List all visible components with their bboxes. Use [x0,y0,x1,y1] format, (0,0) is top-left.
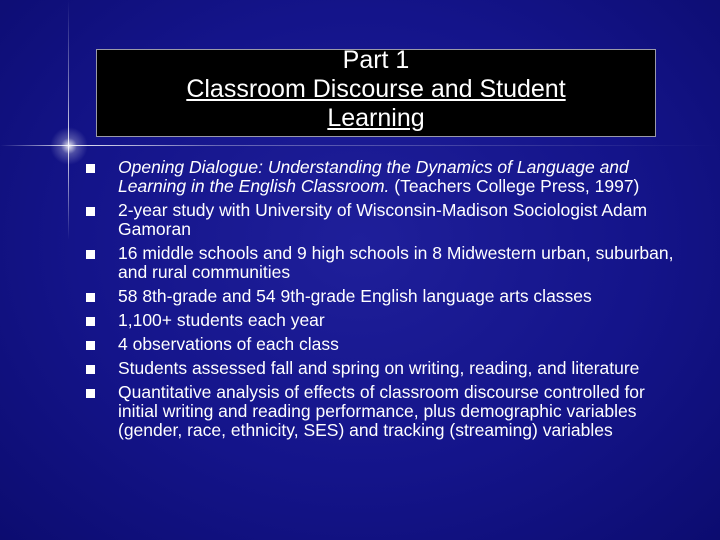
list-item [86,287,686,306]
decorative-horizontal-line [0,145,720,146]
list-item [86,244,686,282]
list-item [86,158,686,196]
square-bullet-icon [86,207,95,216]
title-line-2: Classroom Discourse and Student [186,75,566,103]
slide-title [96,46,656,133]
book-title: Opening Dialogue: Understanding the Dynamics of Language and Learning in the English Classroom. [118,157,629,196]
square-bullet-icon [86,250,95,259]
list-item [86,383,686,440]
list-item [86,201,686,239]
list-item-text: 4 observations of each class [118,334,339,354]
square-bullet-icon [86,389,95,398]
book-publisher: (Teachers College Press, 1997) [389,176,640,196]
square-bullet-icon [86,365,95,374]
list-item [86,311,686,330]
bullet-list [86,158,686,445]
square-bullet-icon [86,317,95,326]
list-item-text: 1,100+ students each year [118,310,325,330]
list-item [86,359,686,378]
title-line-3: Learning [327,104,425,132]
decorative-sparkle [50,127,88,165]
square-bullet-icon [86,341,95,350]
list-item [86,335,686,354]
list-item-text: 16 middle schools and 9 high schools in 8 Midwestern urban, suburban, and rural communities [118,243,674,282]
list-item-text: 2-year study with University of Wisconsin-Madison Sociologist Adam Gamoran [118,200,648,239]
decorative-vertical-line [68,0,69,240]
square-bullet-icon [86,164,95,173]
title-line-1: Part 1 [342,46,410,74]
list-item-text: Students assessed fall and spring on writing, reading, and literature [118,358,640,378]
list-item-text: Quantitative analysis of effects of classroom discourse controlled for initial writing and reading performance, plus demographic variables (gender, race, ethnicity, SES) and tracking (streaming) variables [118,382,645,440]
square-bullet-icon [86,293,95,302]
list-item-text: 58 8th-grade and 54 9th-grade English language arts classes [118,286,592,306]
